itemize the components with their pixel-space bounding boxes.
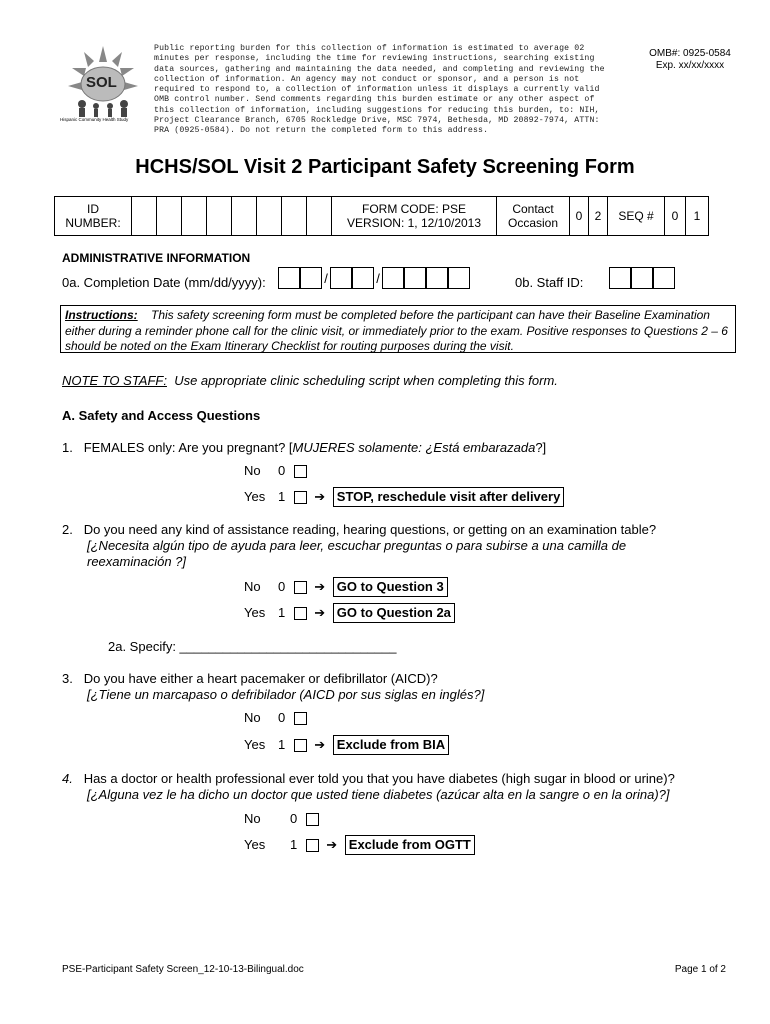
date-day-box[interactable] [330,267,352,289]
id-number-label: ID NUMBER: [55,197,132,236]
section-a-heading: A. Safety and Access Questions [62,408,261,423]
id-digit-box[interactable] [307,197,332,236]
q3-no-checkbox[interactable] [294,712,307,725]
q4-action-note: Exclude from OGTT [345,835,475,855]
q1-option-no: No 0 [244,461,307,481]
footer-page-number: Page 1 of 2 [674,964,726,975]
q4-option-no: No 0 [244,809,319,829]
id-digit-box[interactable] [257,197,282,236]
arrow-icon: ➔ [314,605,326,620]
date-month-box[interactable] [278,267,300,289]
id-digit-box[interactable] [157,197,182,236]
seq-label: SEQ # [608,197,665,236]
q2a-specify[interactable]: 2a. Specify: ______________________________ [108,639,397,654]
q1-yes-checkbox[interactable] [294,491,307,504]
staff-id-field [609,267,675,289]
contact-occasion-label: Contact Occasion [497,197,570,236]
seq-digit: 1 [686,197,709,236]
q3-yes-checkbox[interactable] [294,739,307,752]
date-separator: / [376,270,380,286]
arrow-icon: ➔ [314,737,326,752]
date-year-box[interactable] [426,267,448,289]
seq-digit: 0 [665,197,686,236]
completion-date-label: 0a. Completion Date (mm/dd/yyyy): [62,275,266,290]
completion-date-field [278,267,470,289]
question-2: 2. Do you need any kind of assistance reading, hearing questions, or getting on an examination table? [¿Necesita algún tipo de ayuda para leer, escuchar preguntas o para subirse a una camilla de reexaminación ?] [62,522,657,569]
staff-id-box[interactable] [631,267,653,289]
omb-block [640,48,740,72]
id-digit-box[interactable] [207,197,232,236]
question-4: 4. Has a doctor or health professional ever told you that you have diabetes (high sugar in blood or urine)? [¿Alguna vez le ha dicho un doctor que usted tiene diabetes (azúcar alta en la sangre o en la orina)?] [62,771,675,802]
footer-filename: PSE-Participant Safety Screen_12-10-13-Bilingual.doc [62,964,304,975]
contact-digit: 2 [589,197,608,236]
id-digit-box[interactable] [182,197,207,236]
logo-text: SOL [86,74,117,91]
q2-option-yes: Yes 1 ➔ GO to Question 2a [244,603,455,623]
q2-yes-action: GO to Question 2a [333,603,455,623]
id-digit-box[interactable] [132,197,157,236]
date-year-box[interactable] [448,267,470,289]
arrow-icon: ➔ [314,579,326,594]
id-digit-box[interactable] [232,197,257,236]
id-digit-box[interactable] [282,197,307,236]
q3-option-yes: Yes 1 ➔ Exclude from BIA [244,735,449,755]
q4-no-checkbox[interactable] [306,813,319,826]
staff-id-label: 0b. Staff ID: [515,275,584,290]
date-day-box[interactable] [352,267,374,289]
contact-digit: 0 [570,197,589,236]
note-to-staff [62,373,558,388]
note-text: Use appropriate clinic scheduling script when completing this form. [174,373,558,388]
page-title: HCHS/SOL Visit 2 Participant Safety Screening Form [135,156,635,178]
staff-id-box[interactable] [609,267,631,289]
question-3: 3. Do you have either a heart pacemaker or defibrillator (AICD)? [¿Tiene un marcapaso o defribilador (AICD por sus siglas en inglés?] [62,671,485,702]
q4-yes-checkbox[interactable] [306,839,319,852]
omb-number: OMB#: 0925-0584 [649,48,731,59]
q2-no-checkbox[interactable] [294,581,307,594]
staff-id-box[interactable] [653,267,675,289]
burden-notice: Public reporting burden for this collection of information is estimated to average 02 minutes per response, including the time for reviewing instructions, searching existing data sources, gathering and maintaining the data needed, and completing and reviewing the collection of information. An agency may not conduct or sponsor, and a person is not required to respond to, a collection of information unless it displays a currently valid OMB control number. Send comments regarding this burden estimate or any other aspect of this collection of information, including suggestions for reducing this burden, to: NIH, Project Clearance Branch, 6705 Rockledge Drive, MSC 7974, Bethesda, MD 20892-7974, ATTN: PRA (0925-0584). Do not return the completed form to this address. [154,44,605,136]
instructions-text: This safety screening form must be completed before the participant can have their Baseline Examination either during a reminder phone call for the clinic visit, or immediately prior to the exam. Positive responses to Questions 2 – 6 should be noted on the Exam Itinerary Checklist for routing purposes during the visit. [65,308,728,353]
q3-option-no: No 0 [244,708,307,728]
logo-caption: Hispanic Community Health Study [60,117,129,122]
admin-heading: ADMINISTRATIVE INFORMATION [62,251,251,265]
note-label: NOTE TO STAFF: [62,373,167,388]
id-header-table [54,196,709,236]
date-separator: / [324,270,328,286]
instructions-label: Instructions: [65,308,138,322]
q2-yes-checkbox[interactable] [294,607,307,620]
arrow-icon: ➔ [326,837,338,852]
date-year-box[interactable] [382,267,404,289]
q4-option-yes: Yes 1 ➔ Exclude from OGTT [244,835,475,855]
arrow-icon: ➔ [314,489,326,504]
q2-no-action: GO to Question 3 [333,577,448,597]
form-version: VERSION: 1, 12/10/2013 [346,216,482,230]
omb-expiration: Exp. xx/xx/xxxx [655,60,725,71]
instructions-box [60,305,736,353]
date-month-box[interactable] [300,267,322,289]
q2-option-no: No 0 ➔ GO to Question 3 [244,577,448,597]
date-year-box[interactable] [404,267,426,289]
q1-action-note: STOP, reschedule visit after delivery [333,487,565,507]
sol-logo [60,44,146,122]
form-code-cell [332,197,497,236]
q3-action-note: Exclude from BIA [333,735,449,755]
question-1: 1. FEMALES only: Are you pregnant? [MUJERES solamente: ¿Está embarazada?] [62,440,547,455]
q1-no-checkbox[interactable] [294,465,307,478]
q1-option-yes: Yes 1 ➔ STOP, reschedule visit after delivery [244,487,564,507]
form-code: FORM CODE: PSE [361,202,466,216]
